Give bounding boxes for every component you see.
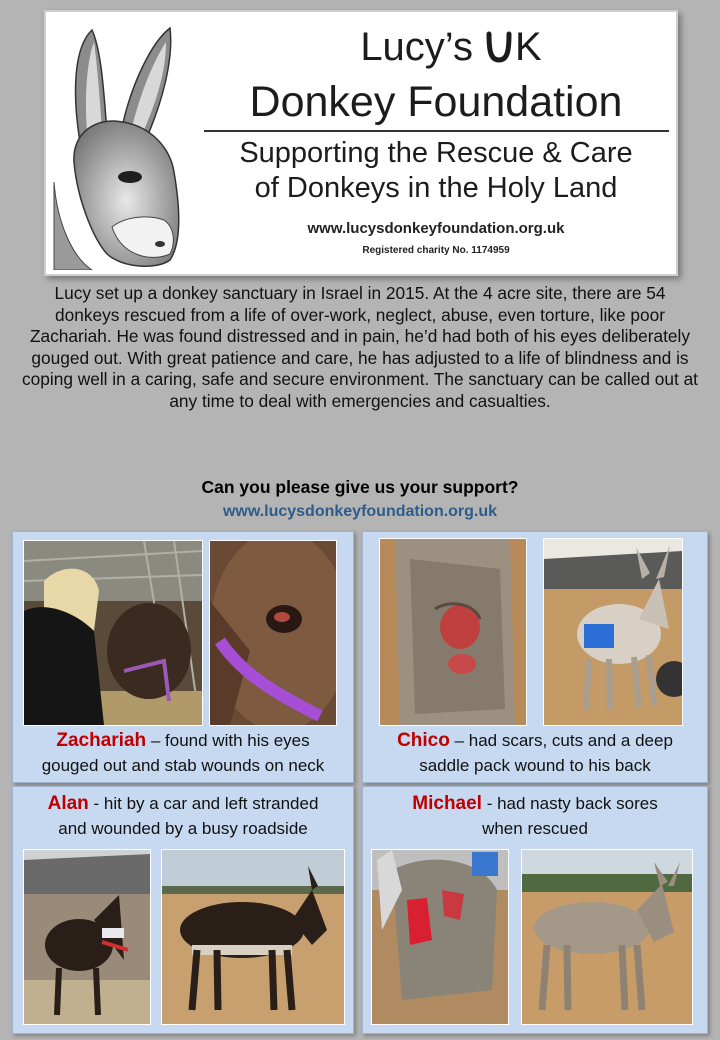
website-link[interactable]: www.lucysdonkeyfoundation.org.uk [222, 503, 498, 520]
banner-divider [204, 130, 669, 132]
donkey-name-zachariah: Zachariah [56, 730, 147, 751]
tagline-line1: Supporting the Rescue & Care [239, 137, 633, 169]
caption-chico-line1: – had scars, cuts and a deep [449, 731, 673, 750]
caption-alan-line2: and wounded by a busy roadside [58, 819, 308, 838]
charity-number: Registered charity No. 1174959 [362, 245, 510, 256]
card-chico [362, 531, 708, 783]
caption-michael-line1: - had nasty back sores [481, 794, 658, 813]
banner-tagline [191, 136, 681, 206]
caption-alan-line1: - hit by a car and left stranded [88, 794, 319, 813]
caption-zachariah-line2: gouged out and stab wounds on neck [41, 756, 325, 775]
caption-chico-line2: saddle pack wound to his back [419, 756, 651, 775]
horseshoe-icon [485, 30, 513, 64]
photo-chico-standing [543, 538, 683, 726]
banner-title-line2: Donkey Foundation [249, 78, 623, 126]
photo-zachariah-eye-closeup [209, 540, 337, 726]
donkey-name-chico: Chico [397, 730, 450, 751]
caption-michael [363, 791, 707, 841]
card-zachariah [12, 531, 354, 783]
card-michael [362, 786, 708, 1034]
donkey-sketch-image [52, 22, 202, 270]
banner-title-line1: Lucy’s K [360, 25, 542, 69]
tagline-line2: of Donkeys in the Holy Land [254, 172, 618, 204]
donkey-name-alan: Alan [47, 793, 89, 814]
intro-paragraph: Lucy set up a donkey sanctuary in Israel in 2015. At the 4 acre site, there are 54 donkeys rescued from a life of over-work, neglect, abuse, even torture, like poor Zachariah. He was found distressed and in pain, he’d had both of his eyes deliberately gouged out. With great patience and care, he has adjusted to a life of blindness and is coping well in a caring, safe and secure environment. The sanctuary can be called out at any time to deal with emergencies and casualties. [22, 283, 698, 411]
card-alan [12, 786, 354, 1034]
caption-alan [13, 791, 353, 841]
photo-chico-wound [379, 538, 527, 726]
photo-michael-sores [371, 849, 509, 1025]
caption-zachariah-line1: – found with his eyes [146, 731, 310, 750]
support-question: Can you please give us your support? [201, 477, 519, 497]
photo-zachariah-with-lucy [23, 540, 203, 726]
photo-michael-standing [521, 849, 693, 1025]
banner-url[interactable]: www.lucysdonkeyfoundation.org.uk [307, 220, 565, 237]
caption-chico [363, 728, 707, 778]
photo-alan-bandaged [23, 849, 151, 1025]
caption-michael-line2: when rescued [482, 819, 588, 838]
photo-alan-standing [161, 849, 345, 1025]
header-banner [44, 10, 678, 276]
donkey-name-michael: Michael [412, 793, 482, 814]
caption-zachariah [13, 728, 353, 778]
title-uk: K [484, 25, 542, 69]
